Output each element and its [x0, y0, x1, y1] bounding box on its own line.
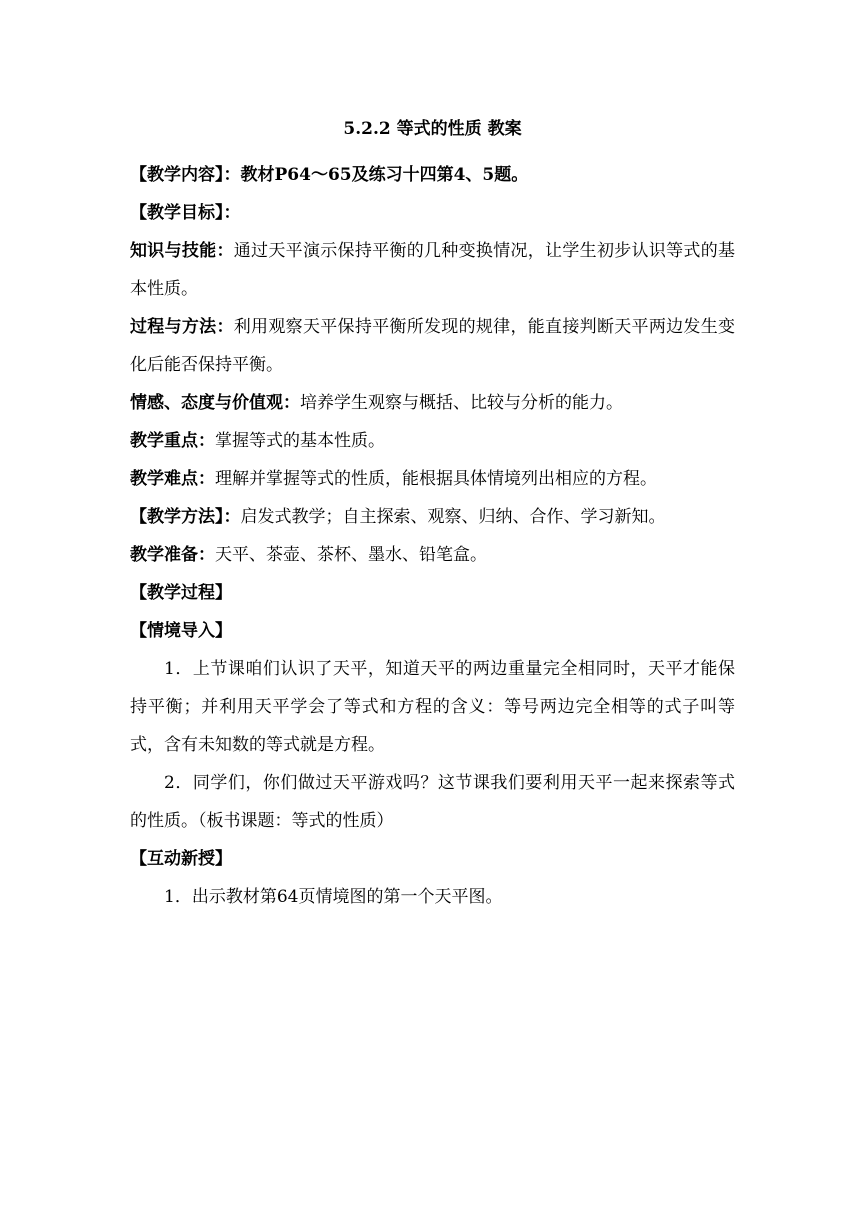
- knowledge-skills-text: 通过天平演示保持平衡的几种变换情况，让学生初步认识等式的基本性质。: [130, 241, 735, 299]
- key-point: [130, 422, 735, 460]
- teaching-method-text: 启发式教学；自主探索、观察、归纳、合作、学习新知。: [240, 507, 666, 527]
- preparation-label: 教学准备：: [130, 545, 215, 565]
- document-page: [130, 112, 735, 916]
- knowledge-skills-label: 知识与技能：: [130, 241, 234, 261]
- intro-item-1: 1．上节课咱们认识了天平，知道天平的两边重量完全相同时，天平才能保持平衡；并利用天平学会了等式和方程的含义：等号两边完全相等的式子叫等式，含有未知数的等式就是方程。: [130, 659, 735, 755]
- process-methods-label: 过程与方法：: [130, 317, 234, 337]
- teaching-process-heading: 【教学过程】: [130, 583, 232, 603]
- intro-heading: 【情境导入】: [130, 621, 232, 641]
- interactive-item-1: 1．出示教材第64页情境图的第一个天平图。: [164, 887, 503, 907]
- key-point-text: 掌握等式的基本性质。: [215, 431, 385, 451]
- emotion-attitude: [130, 384, 735, 422]
- knowledge-skills: [130, 232, 735, 308]
- intro-item-2: 2．同学们，你们做过天平游戏吗？这节课我们要利用天平一起来探索等式的性质。（板书课题：等式的性质）: [130, 773, 735, 831]
- emotion-attitude-label: 情感、态度与价值观：: [130, 393, 300, 413]
- teaching-objectives-heading: 【教学目标】：: [130, 203, 241, 223]
- teaching-content-label: 【教学内容】：: [130, 165, 241, 185]
- teaching-content: [130, 156, 735, 194]
- interactive-heading: 【互动新授】: [130, 849, 232, 869]
- teaching-content-text: 教材P64～65及练习十四第4、5题。: [240, 165, 529, 185]
- difficulty-text: 理解并掌握等式的性质，能根据具体情境列出相应的方程。: [215, 469, 657, 489]
- difficulty-label: 教学难点：: [130, 469, 215, 489]
- emotion-attitude-text: 培养学生观察与概括、比较与分析的能力。: [300, 393, 623, 413]
- document-title: 5.2.2 等式的性质 教案: [343, 119, 522, 139]
- teaching-method: [130, 498, 735, 536]
- process-methods-text: 利用观察天平保持平衡所发现的规律，能直接判断天平两边发生变化后能否保持平衡。: [130, 317, 735, 375]
- difficulty: [130, 460, 735, 498]
- preparation-text: 天平、茶壶、茶杯、墨水、铅笔盒。: [215, 545, 487, 565]
- preparation: [130, 536, 735, 574]
- key-point-label: 教学重点：: [130, 431, 215, 451]
- teaching-method-label: 【教学方法】：: [130, 507, 241, 527]
- process-methods: [130, 308, 735, 384]
